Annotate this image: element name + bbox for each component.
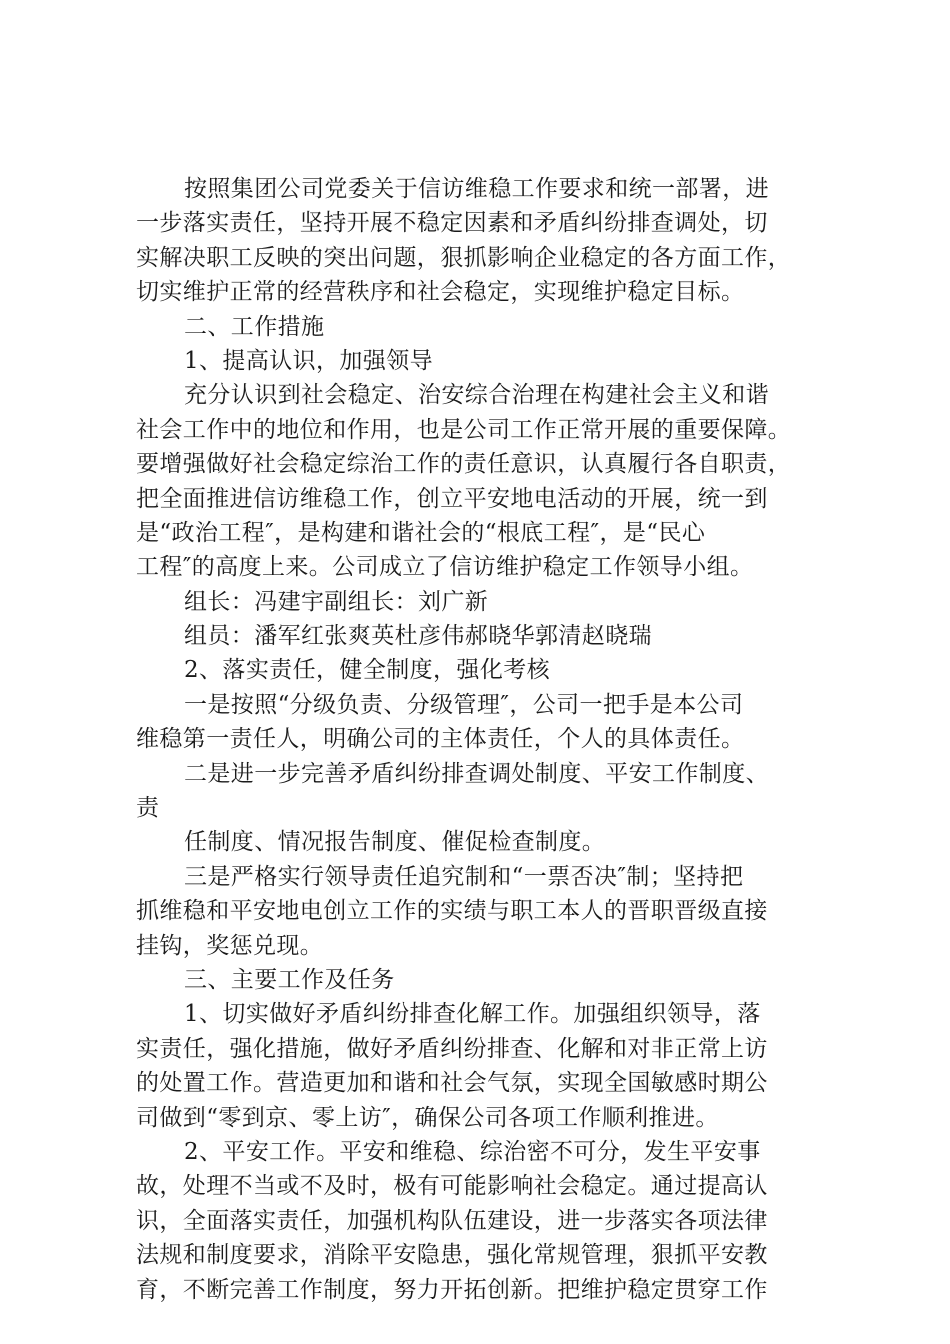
text-line: 故，处理不当或不及时，极有可能影响社会稳定。通过提高认 — [136, 1173, 768, 1200]
text-line: 三、主要工作及任务 — [184, 966, 395, 993]
text-line: 2、落实责任，健全制度，强化考核 — [184, 657, 551, 684]
text-line: 维稳第一责任人，明确公司的主体责任，个人的具体责任。 — [136, 726, 745, 753]
text-line: 组员：潘军红张爽英杜彦伟郝晓华郭清赵晓瑞 — [184, 623, 652, 650]
text-line: 组长：冯建宇副组长：刘广新 — [184, 588, 489, 615]
text-line: 实责任，强化措施，做好矛盾纠纷排查、化解和对非正常上访 — [136, 1035, 768, 1062]
text-line: 1、提高认识，加强领导 — [184, 347, 434, 374]
text-line: 工程″的高度上来。公司成立了信访维护稳定工作领导小组。 — [136, 554, 754, 581]
text-line: 实解决职工反映的突出问题，狠抓影响企业稳定的各方面工作， — [136, 244, 792, 271]
text-line: 一步落实责任，坚持开展不稳定因素和矛盾纠纷排查调处，切 — [136, 210, 768, 237]
text-line: 二是进一步完善矛盾纠纷排查调处制度、平安工作制度、 — [184, 760, 769, 787]
text-line: 要增强做好社会稳定综治工作的责任意识，认真履行各自职责， — [136, 451, 792, 478]
text-line: 的处置工作。营造更加和谐和社会气氛，实现全国敏感时期公 — [136, 1070, 768, 1097]
text-line: 1、切实做好矛盾纠纷排查化解工作。加强组织领导，落 — [184, 1001, 761, 1028]
text-line: 任制度、情况报告制度、催促检查制度。 — [184, 829, 606, 856]
text-line: 按照集团公司党委关于信访维稳工作要求和统一部署，进 — [184, 176, 769, 202]
text-line: 社会工作中的地位和作用，也是公司工作正常开展的重要保障。 — [136, 416, 792, 443]
text-line: 挂钩，奖惩兑现。 — [136, 932, 324, 959]
text-line: 二、工作措施 — [184, 313, 325, 340]
text-line: 抓维稳和平安地电创立工作的实绩与职工本人的晋职晋级直接 — [136, 898, 768, 925]
text-line: 司做到“零到京、零上访″，确保公司各项工作顺利推进。 — [136, 1104, 719, 1131]
text-line: 切实维护正常的经营秩序和社会稳定，实现维护稳定目标。 — [136, 279, 745, 306]
text-line: 一是按照“分级负责、分级管理″，公司一把手是本公司 — [184, 691, 744, 718]
text-line: 责 — [136, 795, 160, 822]
text-line: 三是严格实行领导责任追究制和“一票否决″制；坚持把 — [184, 863, 744, 890]
text-line: 育，不断完善工作制度，努力开拓创新。把维护稳定贯穿工作 — [136, 1276, 768, 1303]
text-line: 把全面推进信访维稳工作，创立平安地电活动的开展，统一到 — [136, 485, 768, 512]
text-line: 识，全面落实责任，加强机构队伍建设，进一步落实各项法律 — [136, 1207, 768, 1234]
document-body — [136, 172, 826, 1307]
text-line: 2、平安工作。平安和维稳、综治密不可分，发生平安事 — [184, 1138, 761, 1165]
text-line: 是“政治工程″，是构建和谐社会的“根底工程″，是“民心 — [136, 519, 706, 546]
text-line: 充分认识到社会稳定、治安综合治理在构建社会主义和谐 — [184, 382, 769, 409]
text-line: 法规和制度要求，消除平安隐患，强化常规管理，狠抓平安教 — [136, 1242, 768, 1269]
